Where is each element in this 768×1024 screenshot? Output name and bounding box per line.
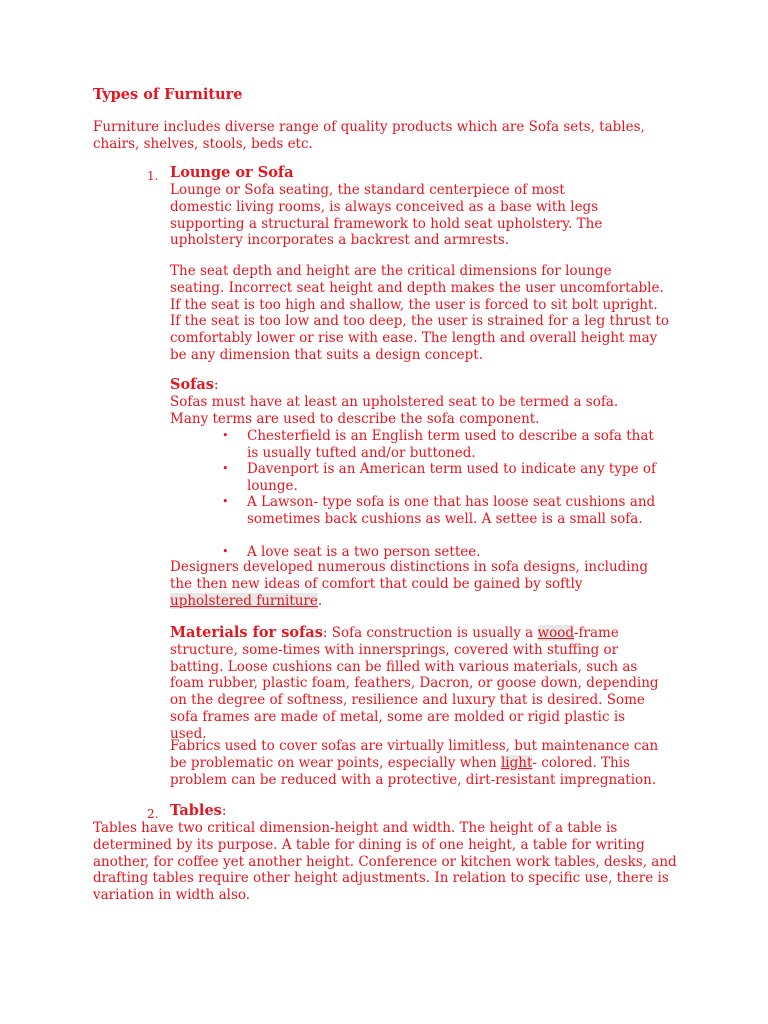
tables-label: Tables [170,802,222,819]
wood-link[interactable]: wood [537,625,574,641]
tables-colon: : [221,803,227,819]
light-link[interactable]: light [500,754,533,771]
materials-paragraph [170,625,660,743]
materials-pre: Sofa construction is usually a [327,625,538,641]
sofas-subheading [170,377,219,394]
bullet-dot: • [222,462,229,475]
bullet-dot: • [222,495,229,508]
section-2-number: 2. [147,807,159,821]
materials-post: -frame structure, some-times with innersprings, covered with stuffing or batting. Loose cushions can be filled with various materials, such as foam rubber, plastic foam, feathers, Dacron, or goose down, depending on the degree of softness, resilience and luxury that is desired. Some sofa frames are made of metal, some are molded or rigid plastic is used. [170,625,659,742]
sofas-label: Sofas [170,376,214,393]
lounge-paragraph-2: The seat depth and height are the critical dimensions for lounge seating. Incorrect seat height and depth makes the user uncomfortable. If the seat is too high and shallow, the user is forced to sit bolt upright. If the seat is too low and too deep, the user is strained for a leg thrust to comfortably lower or rise with ease. The length and overall height may be any dimension that suits a design concept. [170,263,669,363]
lounge-paragraph-1: Lounge or Sofa seating, the standard centerpiece of most domestic living rooms, is always conceived as a base with legs supporting a structural framework to hold seat upholstery. The upholstery incorporates a backrest and armrests. [170,182,603,249]
section-1-number: 1. [147,169,159,183]
designers-text: Designers developed numerous distinctions in sofa designs, including the then new ideas of comfort that could be gained by softly [170,559,648,592]
designers-end: . [317,592,323,609]
bullet-item [222,428,667,462]
designers-paragraph [170,559,660,609]
intro-paragraph: Furniture includes diverse range of quality products which are Sofa sets, tables, chairs, shelves, stools, beds etc. [93,119,645,152]
materials-colon: : [322,625,328,641]
bullet-text: Chesterfield is an English term used to describe a sofa that is usually tufted and/or buttoned. [247,428,654,461]
fabrics-pre: Fabrics used to cover sofas are virtually limitless, but maintenance can be problematic on wear points, especially when [170,738,663,771]
materials-label: Materials for sofas [170,624,323,641]
fabrics-paragraph [170,738,663,788]
section-2-heading [170,803,226,820]
bullet-text: Davenport is an American term used to indicate any type of lounge. [247,461,656,494]
bullet-text: A Lawson- type sofa is one that has loose seat cushions and sometimes back cushions as well. A settee is a small sofa. [247,494,656,527]
fabrics-post: - colored. This problem can be reduced with a protective, dirt-resistant impregnation. [170,754,657,788]
bullet-dot: • [222,429,229,442]
bullet-item [222,461,667,495]
document-title: Types of Furniture [93,86,243,103]
section-1-heading: Lounge or Sofa [170,164,294,181]
upholstered-furniture-link[interactable]: upholstered furniture [170,592,318,609]
bullet-dot: • [222,545,229,558]
bullet-text: A love seat is a two person settee. [247,544,481,560]
bullet-item [222,494,667,528]
sofas-colon: : [213,377,219,393]
sofas-paragraph: Sofas must have at least an upholstered seat to be termed a sofa. Many terms are used to describe the sofa component. [170,394,619,427]
tables-paragraph: Tables have two critical dimension-height and width. The height of a table is determined by its purpose. A table for dining is of one height, a table for writing another, for coffee yet another height. Conference or kitchen work tables, desks, and drafting tables require other height adjustments. In relation to specific use, there is variation in width also. [93,820,677,904]
